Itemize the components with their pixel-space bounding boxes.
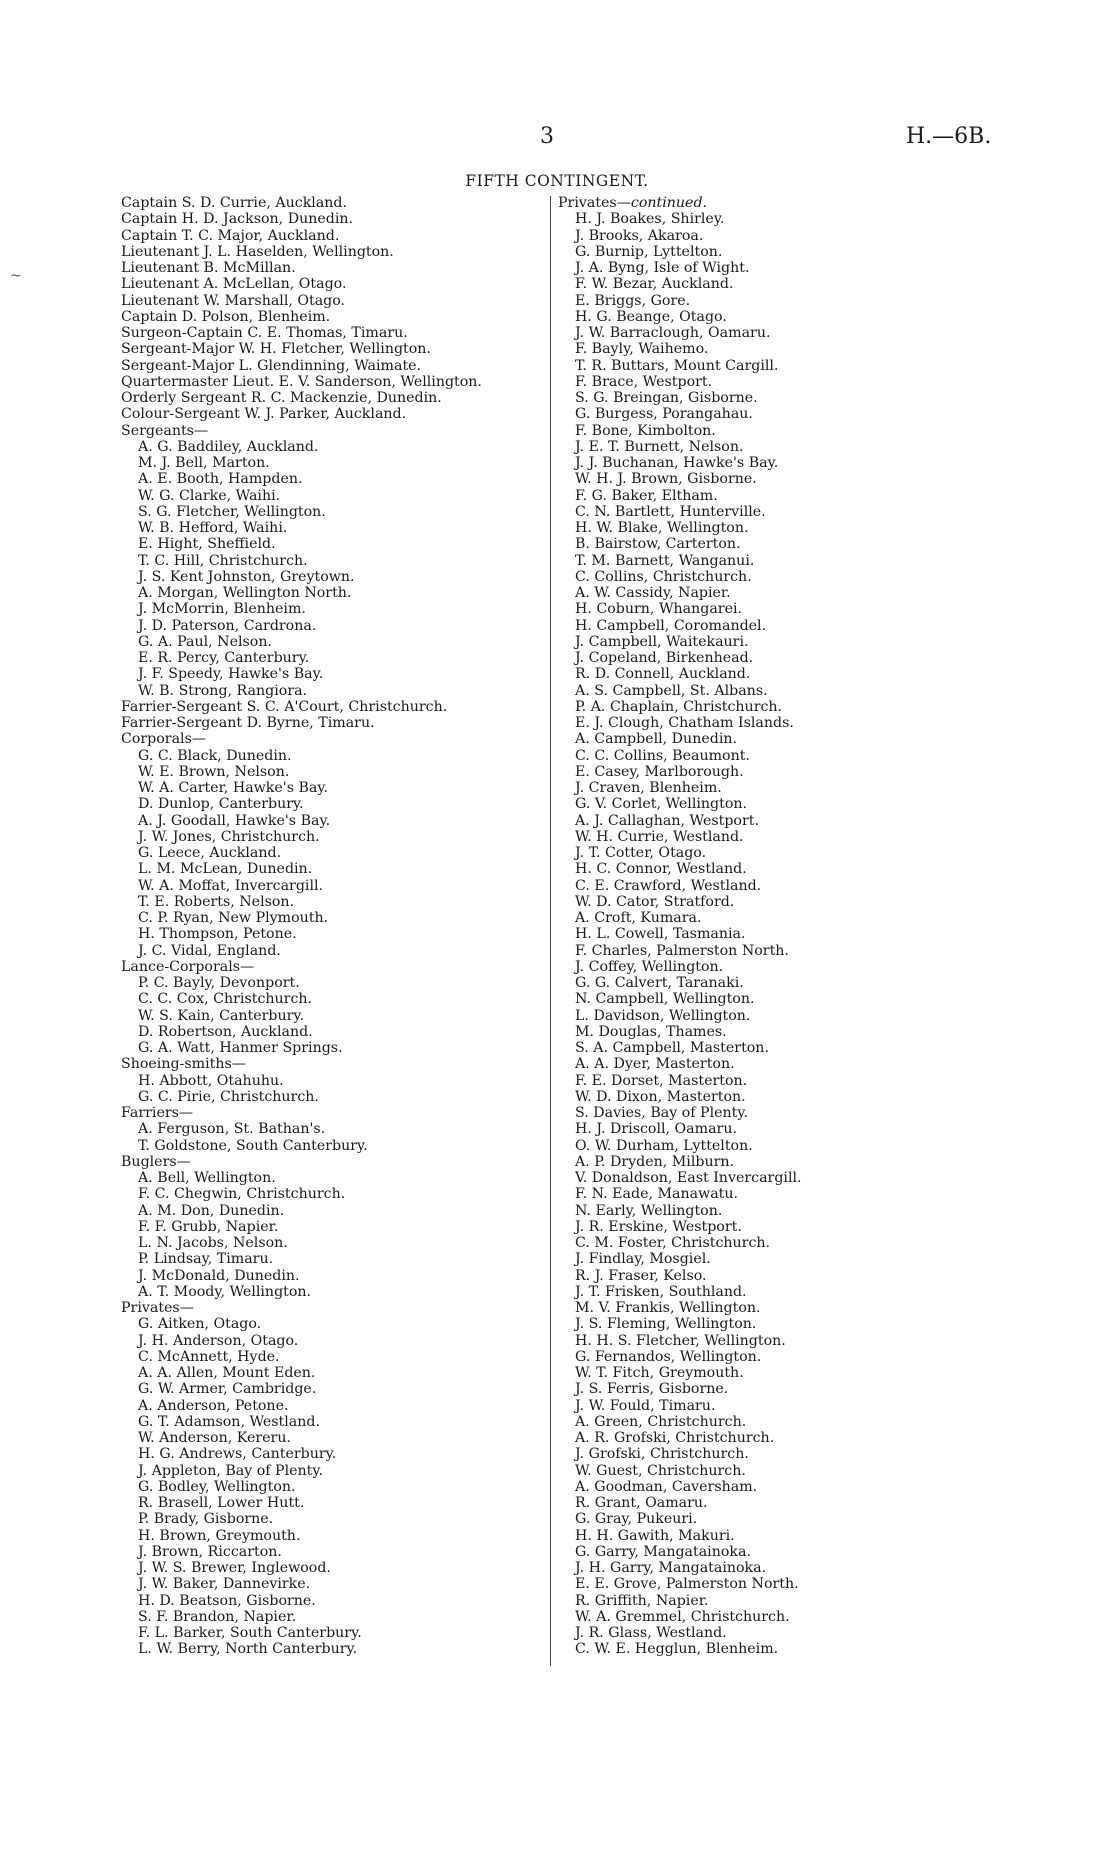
list-item: E. J. Clough, Chatham Islands. bbox=[575, 715, 794, 731]
list-item: M. V. Frankis, Wellington. bbox=[575, 1300, 761, 1316]
list-item: G. W. Armer, Cambridge. bbox=[138, 1381, 317, 1398]
column-divider bbox=[550, 196, 551, 1666]
list-item: J. T. Cotter, Otago. bbox=[575, 845, 707, 861]
list-item: H. J. Driscoll, Oamaru. bbox=[575, 1121, 737, 1138]
list-item: J. D. Paterson, Cardrona. bbox=[138, 617, 317, 634]
list-item: G. T. Adamson, Westland. bbox=[138, 1413, 320, 1430]
list-item: T. R. Buttars, Mount Cargill. bbox=[575, 357, 779, 374]
list-item: B. Bairstow, Carterton. bbox=[575, 536, 741, 553]
list-item: G. G. Calvert, Taranaki. bbox=[575, 975, 744, 991]
list-item: C. E. Crawford, Westland. bbox=[575, 877, 762, 894]
list-item: W. G. Clarke, Waihi. bbox=[138, 487, 281, 504]
heading-privates-label: Privates—continued. bbox=[558, 195, 708, 211]
list-item: A. M. Don, Dunedin. bbox=[138, 1202, 285, 1219]
list-item: Lieutenant B. McMillan. bbox=[121, 260, 296, 276]
list-item: H. Thompson, Petone. bbox=[138, 926, 297, 943]
list-item: H. Abbott, Otahuhu. bbox=[138, 1072, 284, 1089]
list-item: J. Campbell, Waitekauri. bbox=[575, 633, 749, 650]
list-item: R. Griffith, Napier. bbox=[575, 1592, 709, 1609]
list-item: H. Campbell, Coromandel. bbox=[575, 617, 767, 634]
farriers-list bbox=[121, 1121, 482, 1154]
list-item: C. McAnnett, Hyde. bbox=[138, 1348, 280, 1365]
list-item: G. A. Watt, Hanmer Springs. bbox=[138, 1040, 343, 1056]
list-item: W. T. Fitch, Greymouth. bbox=[575, 1365, 744, 1381]
list-item: L. Davidson, Wellington. bbox=[575, 1007, 751, 1024]
list-item: Lieutenant W. Marshall, Otago. bbox=[121, 292, 346, 309]
section-heading-buglers: Buglers— bbox=[121, 1153, 191, 1170]
privates-list bbox=[121, 1316, 482, 1657]
list-item: J. Grofski, Christchurch. bbox=[575, 1446, 749, 1463]
list-item: W. H. Currie, Westland. bbox=[575, 828, 744, 845]
list-item: S. A. Campbell, Masterton. bbox=[575, 1040, 769, 1056]
list-item: G. C. Pirie, Christchurch. bbox=[138, 1088, 319, 1105]
list-item: F. Bone, Kimbolton. bbox=[575, 422, 716, 439]
sergeants-list bbox=[121, 439, 482, 699]
list-item: R. Grant, Oamaru. bbox=[575, 1495, 708, 1511]
section-heading-privates-continued bbox=[558, 195, 802, 211]
list-item: J. J. Buchanan, Hawke's Bay. bbox=[575, 455, 779, 471]
list-item: F. F. Grubb, Napier. bbox=[138, 1218, 279, 1235]
list-item: H. H. S. Fletcher, Wellington. bbox=[575, 1332, 786, 1349]
list-item: T. M. Barnett, Wanganui. bbox=[575, 552, 755, 569]
list-item: E. Briggs, Gore. bbox=[575, 292, 691, 309]
list-item: W. A. Carter, Hawke's Bay. bbox=[138, 780, 329, 796]
list-item: W. D. Dixon, Masterton. bbox=[575, 1088, 746, 1105]
list-item: A. P. Dryden, Milburn. bbox=[575, 1153, 735, 1170]
list-item: Captain H. D. Jackson, Dunedin. bbox=[121, 211, 354, 228]
list-item: J. Findlay, Mosgiel. bbox=[575, 1251, 711, 1268]
list-item: C. Collins, Christchurch. bbox=[575, 568, 752, 585]
list-item: S. F. Brandon, Napier. bbox=[138, 1608, 297, 1625]
list-item: H. L. Cowell, Tasmania. bbox=[575, 926, 746, 943]
list-item: A. W. Cassidy, Napier. bbox=[575, 585, 731, 601]
privates-continued-list bbox=[558, 211, 802, 1657]
corporals-list bbox=[121, 748, 482, 959]
list-item: G. Aitken, Otago. bbox=[138, 1316, 262, 1333]
list-item: J. Brown, Riccarton. bbox=[138, 1543, 282, 1560]
shoeing-smiths-list bbox=[121, 1073, 482, 1106]
list-item: C. W. E. Hegglun, Blenheim. bbox=[575, 1641, 779, 1658]
list-item: J. W. Fould, Timaru. bbox=[575, 1397, 716, 1414]
section-heading-lance-corporals: Lance-Corporals— bbox=[121, 958, 255, 975]
document-reference: H.—6B. bbox=[906, 124, 992, 149]
list-item: J. Appleton, Bay of Plenty. bbox=[138, 1462, 324, 1479]
list-item: Farrier-Sergeant D. Byrne, Timaru. bbox=[121, 715, 375, 731]
lance-corporals-list bbox=[121, 975, 482, 1056]
list-item: A. G. Baddiley, Auckland. bbox=[138, 438, 319, 455]
list-item: A. Goodman, Caversham. bbox=[575, 1478, 758, 1495]
list-item: R. D. Connell, Auckland. bbox=[575, 666, 751, 683]
list-item: P. C. Bayly, Devonport. bbox=[138, 975, 300, 991]
list-item: W. D. Cator, Stratford. bbox=[575, 893, 735, 910]
list-item: F. W. Bezar, Auckland. bbox=[575, 276, 734, 293]
list-item: Colour-Sergeant W. J. Parker, Auckland. bbox=[121, 406, 407, 423]
list-item: E. E. Grove, Palmerston North. bbox=[575, 1576, 799, 1593]
list-item: D. Robertson, Auckland. bbox=[138, 1023, 313, 1040]
list-item: A. Green, Christchurch. bbox=[575, 1413, 747, 1430]
list-item: A. R. Grofski, Christchurch. bbox=[575, 1430, 775, 1446]
list-item: J. W. Baker, Dannevirke. bbox=[138, 1576, 311, 1593]
list-item: L. W. Berry, North Canterbury. bbox=[138, 1641, 358, 1658]
list-item: G. Burnip, Lyttelton. bbox=[575, 243, 723, 260]
list-item: M. J. Bell, Marton. bbox=[138, 455, 270, 471]
list-item: A. J. Callaghan, Westport. bbox=[575, 812, 759, 829]
list-item: J. McMorrin, Blenheim. bbox=[138, 601, 306, 618]
list-item: A. J. Goodall, Hawke's Bay. bbox=[138, 812, 331, 829]
list-item: A. Ferguson, St. Bathan's. bbox=[138, 1121, 326, 1138]
list-item: F. Bayly, Waihemo. bbox=[575, 341, 709, 358]
list-item: C. C. Cox, Christchurch. bbox=[138, 991, 313, 1008]
section-heading-sergeants: Sergeants— bbox=[121, 422, 209, 439]
list-item: G. Garry, Mangatainoka. bbox=[575, 1543, 751, 1560]
list-item: A. A. Dyer, Masterton. bbox=[575, 1056, 735, 1073]
list-item: H. Coburn, Whangarei. bbox=[575, 601, 743, 618]
list-item: H. Brown, Greymouth. bbox=[138, 1527, 301, 1544]
list-item: S. G. Fletcher, Wellington. bbox=[138, 503, 326, 520]
list-item: J. H. Garry, Mangatainoka. bbox=[575, 1560, 767, 1576]
list-item: G. Bodley, Wellington. bbox=[138, 1478, 296, 1495]
list-item: J. T. Frisken, Southland. bbox=[575, 1283, 747, 1300]
list-item: T. C. Hill, Christchurch. bbox=[138, 552, 308, 569]
list-item: G. A. Paul, Nelson. bbox=[138, 633, 272, 650]
list-item: J. W. S. Brewer, Inglewood. bbox=[138, 1560, 331, 1576]
list-item: P. Brady, Gisborne. bbox=[138, 1511, 274, 1528]
list-item: Orderly Sergeant R. C. Mackenzie, Dunedin. bbox=[121, 390, 442, 406]
list-item: L. N. Jacobs, Nelson. bbox=[138, 1235, 288, 1251]
list-item: Lieutenant A. McLellan, Otago. bbox=[121, 276, 347, 293]
officers-list bbox=[121, 195, 482, 423]
list-item: W. E. Brown, Nelson. bbox=[138, 763, 290, 780]
section-heading-corporals: Corporals— bbox=[121, 731, 207, 748]
list-item: A. T. Moody, Wellington. bbox=[138, 1283, 312, 1300]
list-item: F. N. Eade, Manawatu. bbox=[575, 1186, 739, 1203]
list-item: J. S. Ferris, Gisborne. bbox=[575, 1381, 729, 1398]
list-item: J. E. T. Burnett, Nelson. bbox=[575, 438, 744, 455]
list-item: H. D. Beatson, Gisborne. bbox=[138, 1592, 316, 1609]
list-item: J. H. Anderson, Otago. bbox=[138, 1332, 299, 1349]
list-item: J. Craven, Blenheim. bbox=[575, 780, 722, 796]
list-item: L. M. McLean, Dunedin. bbox=[138, 861, 313, 878]
list-item: A. E. Booth, Hampden. bbox=[138, 471, 303, 488]
list-item: G. Gray, Pukeuri. bbox=[575, 1511, 698, 1528]
list-item: A. Bell, Wellington. bbox=[138, 1170, 276, 1186]
list-item: A. Morgan, Wellington North. bbox=[138, 585, 352, 601]
list-item: A. A. Allen, Mount Eden. bbox=[138, 1365, 316, 1381]
page-title: FIFTH CONTINGENT. bbox=[465, 172, 649, 190]
list-item: J. R. Glass, Westland. bbox=[575, 1625, 727, 1641]
list-item: J. R. Erskine, Westport. bbox=[575, 1218, 742, 1235]
list-item: M. Douglas, Thames. bbox=[575, 1023, 727, 1040]
list-item: W. A. Gremmel, Christchurch. bbox=[575, 1608, 790, 1625]
list-item: S. G. Breingan, Gisborne. bbox=[575, 390, 758, 406]
list-item: Farrier-Sergeant S. C. A'Court, Christchurch. bbox=[121, 698, 448, 715]
list-item: P. A. Chaplain, Christchurch. bbox=[575, 698, 783, 715]
list-item: J. Brooks, Akaroa. bbox=[575, 227, 704, 244]
list-item: O. W. Durham, Lyttelton. bbox=[575, 1137, 753, 1154]
list-item: H. W. Blake, Wellington. bbox=[575, 520, 749, 536]
list-item: Captain T. C. Major, Auckland. bbox=[121, 227, 340, 244]
list-item: W. B. Strong, Rangiora. bbox=[138, 682, 308, 699]
list-item: W. B. Hefford, Waihi. bbox=[138, 520, 288, 536]
right-column bbox=[558, 195, 802, 1658]
list-item: R. J. Fraser, Kelso. bbox=[575, 1267, 707, 1284]
list-item: H. C. Connor, Westland. bbox=[575, 861, 747, 878]
section-heading-farriers: Farriers— bbox=[121, 1105, 194, 1121]
list-item: F. C. Chegwin, Christchurch. bbox=[138, 1186, 346, 1203]
list-item: N. Early, Wellington. bbox=[575, 1202, 723, 1219]
list-item: F. L. Barker, South Canterbury. bbox=[138, 1625, 362, 1641]
list-item: F. Charles, Palmerston North. bbox=[575, 942, 789, 959]
list-item: J. C. Vidal, England. bbox=[138, 942, 281, 959]
list-item: J. W. Jones, Christchurch. bbox=[138, 828, 320, 845]
list-item: H. G. Beange, Otago. bbox=[575, 308, 727, 325]
list-item: W. Anderson, Kereru. bbox=[138, 1430, 291, 1446]
list-item: Quartermaster Lieut. E. V. Sanderson, Wellington. bbox=[121, 373, 482, 390]
list-item: W. A. Moffat, Invercargill. bbox=[138, 877, 324, 894]
list-item: F. G. Baker, Eltham. bbox=[575, 487, 718, 504]
list-item: T. Goldstone, South Canterbury. bbox=[138, 1137, 368, 1154]
list-item: C. P. Ryan, New Plymouth. bbox=[138, 910, 329, 926]
list-item: G. Leece, Auckland. bbox=[138, 845, 282, 861]
list-item: F. E. Dorset, Masterton. bbox=[575, 1072, 748, 1089]
list-item: Captain S. D. Currie, Auckland. bbox=[121, 195, 348, 211]
list-item: W. S. Kain, Canterbury. bbox=[138, 1007, 305, 1024]
list-item: F. Brace, Westport. bbox=[575, 373, 713, 390]
list-item: J. S. Fleming, Wellington. bbox=[575, 1316, 757, 1333]
list-item: D. Dunlop, Canterbury. bbox=[138, 796, 304, 813]
list-item: E. Casey, Marlborough. bbox=[575, 763, 744, 780]
list-item: V. Donaldson, East Invercargill. bbox=[575, 1170, 802, 1186]
list-item: C. C. Collins, Beaumont. bbox=[575, 747, 750, 764]
list-item: J. McDonald, Dunedin. bbox=[138, 1267, 300, 1284]
list-item: G. V. Corlet, Wellington. bbox=[575, 796, 748, 813]
continued-label: continued. bbox=[630, 195, 708, 211]
list-item: J. F. Speedy, Hawke's Bay. bbox=[138, 666, 324, 683]
list-item: Lieutenant J. L. Haselden, Wellington. bbox=[121, 243, 394, 260]
list-item: H. H. Gawith, Makuri. bbox=[575, 1527, 735, 1544]
list-item: J. Coffey, Wellington. bbox=[575, 958, 724, 975]
list-item: G. C. Black, Dunedin. bbox=[138, 747, 292, 764]
list-item: A. Campbell, Dunedin. bbox=[575, 731, 737, 748]
list-item: J. W. Barraclough, Oamaru. bbox=[575, 325, 771, 341]
page-number: 3 bbox=[540, 124, 554, 149]
list-item: J. S. Kent Johnston, Greytown. bbox=[138, 568, 355, 585]
list-item: C. M. Foster, Christchurch. bbox=[575, 1235, 771, 1251]
list-item: G. Burgess, Porangahau. bbox=[575, 406, 753, 423]
list-item: Sergeant-Major L. Glendinning, Waimate. bbox=[121, 357, 422, 374]
list-item: E. Hight, Sheffield. bbox=[138, 536, 276, 553]
buglers-list bbox=[121, 1170, 482, 1300]
list-item: G. Fernandos, Wellington. bbox=[575, 1348, 762, 1365]
list-item: Captain D. Polson, Blenheim. bbox=[121, 308, 331, 325]
list-item: N. Campbell, Wellington. bbox=[575, 991, 755, 1008]
list-item: W. H. J. Brown, Gisborne. bbox=[575, 471, 757, 488]
list-item: W. Guest, Christchurch. bbox=[575, 1462, 746, 1479]
list-item: J. A. Byng, Isle of Wight. bbox=[575, 260, 750, 276]
margin-mark: ~ bbox=[10, 268, 22, 284]
list-item: Sergeant-Major W. H. Fletcher, Wellington. bbox=[121, 341, 431, 358]
list-item: P. Lindsay, Timaru. bbox=[138, 1251, 274, 1268]
list-item: H. G. Andrews, Canterbury. bbox=[138, 1446, 337, 1463]
list-item: A. S. Campbell, St. Albans. bbox=[575, 682, 768, 699]
list-item: Surgeon-Captain C. E. Thomas, Timaru. bbox=[121, 325, 408, 341]
list-item: S. Davies, Bay of Plenty. bbox=[575, 1105, 748, 1121]
list-item: H. J. Boakes, Shirley. bbox=[575, 211, 725, 228]
list-item: T. E. Roberts, Nelson. bbox=[138, 893, 295, 910]
list-item: E. R. Percy, Canterbury. bbox=[138, 650, 310, 666]
list-item: R. Brasell, Lower Hutt. bbox=[138, 1495, 305, 1511]
list-item: A. Croft, Kumara. bbox=[575, 910, 702, 926]
section-heading-privates: Privates— bbox=[121, 1300, 194, 1316]
section-heading-shoeing-smiths: Shoeing-smiths— bbox=[121, 1056, 246, 1073]
left-column bbox=[121, 195, 482, 1658]
list-item: J. Copeland, Birkenhead. bbox=[575, 650, 754, 666]
list-item: A. Anderson, Petone. bbox=[138, 1397, 289, 1414]
list-item: C. N. Bartlett, Hunterville. bbox=[575, 503, 766, 520]
farrier-sergeants-list bbox=[121, 699, 482, 732]
